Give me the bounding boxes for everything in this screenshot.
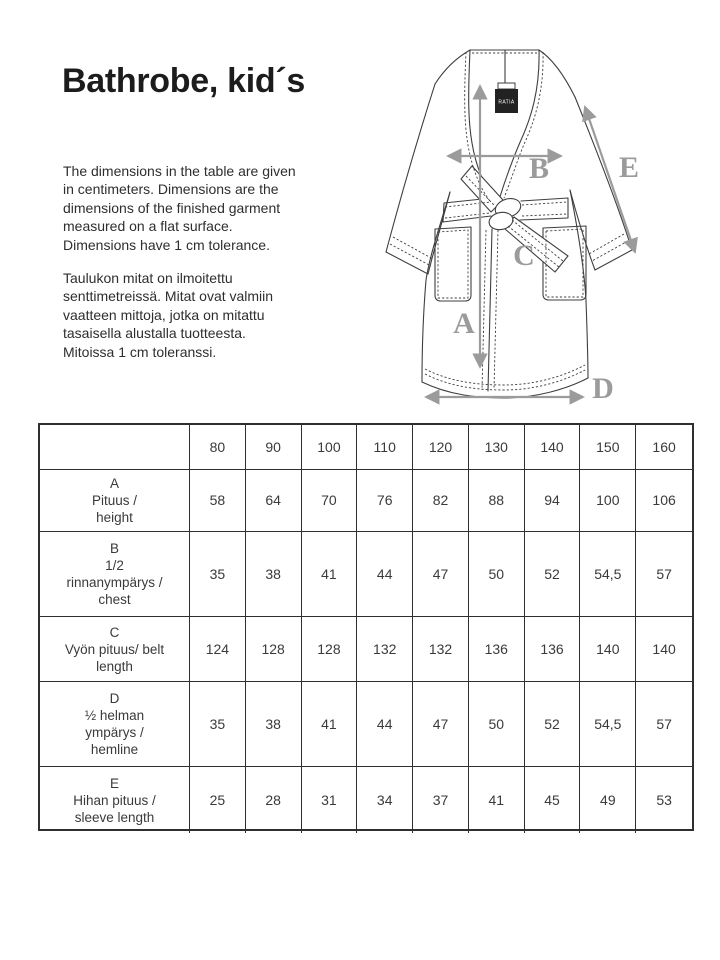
size-value-cell: 128 — [302, 617, 358, 682]
size-value-cell: 136 — [469, 617, 525, 682]
size-value-cell: 100 — [580, 470, 636, 532]
size-value-cell: 25 — [190, 767, 246, 833]
size-value-cell: 64 — [246, 470, 302, 532]
size-value-cell: 41 — [302, 532, 358, 617]
row-label-line: hemline — [90, 742, 139, 757]
size-value-cell: 38 — [246, 532, 302, 617]
size-value-cell: 136 — [525, 617, 581, 682]
size-value-cell: 57 — [636, 682, 692, 767]
text-line: Dimensions have 1 cm tolerance. — [63, 236, 270, 253]
row-label-cell — [40, 617, 190, 682]
size-value-cell: 53 — [656, 791, 672, 808]
brand-tag-label: RATIA — [498, 99, 515, 106]
size-column-header: 150 — [580, 425, 636, 470]
size-column-header: 140 — [525, 425, 581, 470]
size-value-cell: 124 — [190, 617, 246, 682]
intro-paragraph-fi — [63, 269, 273, 361]
size-value-cell: 106 — [636, 470, 692, 532]
dimension-label-e: E — [618, 151, 640, 184]
size-value-cell: 50 — [469, 532, 525, 617]
size-value-cell: 52 — [525, 532, 581, 617]
row-label-line: B — [109, 541, 119, 556]
size-value-cell: 57 — [636, 532, 692, 617]
row-label-line: D — [109, 691, 120, 706]
dimension-label-c: C — [513, 239, 535, 272]
size-value-cell: 35 — [190, 532, 246, 617]
row-label-line: E — [109, 775, 119, 791]
size-column-header: 120 — [413, 425, 469, 470]
dimension-label-a: A — [453, 307, 475, 340]
size-value-cell: 132 — [357, 617, 413, 682]
size-column-header: 90 — [246, 425, 302, 470]
size-value-cell: 54,5 — [580, 682, 636, 767]
size-value-cell: 44 — [357, 682, 413, 767]
size-value-cell: 140 — [580, 617, 636, 682]
row-label-line: chest — [98, 592, 131, 607]
row-label-line: A — [109, 476, 119, 491]
text-line: vaatteen mittoja, jotka on mitattu — [63, 306, 265, 323]
text-line: measured on a flat surface. — [63, 218, 233, 235]
size-column-header: 80 — [190, 425, 246, 470]
text-line: tasaisella alustalla tuotteesta. — [63, 325, 246, 342]
row-label-line: length — [96, 658, 133, 674]
size-column-header: 130 — [469, 425, 525, 470]
intro-paragraph-en — [63, 162, 296, 254]
size-value-cell: 47 — [413, 532, 469, 617]
size-table — [38, 423, 694, 831]
size-column-header: 160 — [636, 425, 692, 470]
page-title: Bathrobe, kid´s — [62, 62, 305, 100]
text-line: Mitoissa 1 cm toleranssi. — [63, 343, 217, 360]
size-value-cell: 82 — [413, 470, 469, 532]
size-value-cell: 45 — [525, 767, 581, 833]
row-label-line: sleeve length — [74, 809, 155, 825]
size-value-cell: 58 — [190, 470, 246, 532]
row-label-cell — [40, 682, 190, 767]
size-value-cell: 54,5 — [580, 532, 636, 617]
size-value-cell: 41 — [302, 682, 358, 767]
row-label-line: rinnanympärys / — [66, 575, 163, 590]
row-label-line: 1/2 — [105, 558, 124, 573]
size-value-cell: 76 — [357, 470, 413, 532]
row-label-line: height — [96, 510, 133, 525]
row-label-line: Pituus / — [91, 493, 138, 508]
row-label-cell — [40, 767, 190, 833]
text-line: Taulukon mitat on ilmoitettu — [63, 270, 233, 286]
size-column-header: 100 — [302, 425, 358, 470]
size-value-cell: 37 — [413, 767, 469, 833]
dimension-label-d: D — [592, 372, 614, 405]
size-value-cell: 31 — [302, 767, 358, 833]
row-label-line: ympärys / — [85, 725, 144, 740]
size-value-cell: 50 — [469, 682, 525, 767]
text-line: The dimensions in the table are given — [63, 163, 296, 179]
text-line: dimensions of the finished garment — [63, 199, 281, 216]
size-value-cell: 44 — [357, 532, 413, 617]
size-value-cell: 38 — [246, 682, 302, 767]
row-label-cell — [40, 532, 190, 617]
bathrobe-diagram — [373, 40, 718, 415]
text-line: in centimeters. Dimensions are the — [63, 181, 279, 198]
row-label-line: C — [109, 624, 120, 640]
text-line: senttimetreissä. Mitat ovat valmiin — [63, 288, 274, 305]
row-label-line: ½ helman — [84, 708, 145, 723]
size-value-cell: 41 — [469, 767, 525, 833]
size-value-cell: 28 — [246, 767, 302, 833]
size-value-cell: 88 — [469, 470, 525, 532]
size-value-cell: 47 — [413, 682, 469, 767]
size-value-cell: 94 — [525, 470, 581, 532]
row-label-line: Hihan pituus / — [73, 792, 156, 808]
size-column-header: 110 — [357, 425, 413, 470]
dimension-label-b: B — [528, 152, 550, 185]
row-label-line: Vyön pituus/ belt — [64, 641, 165, 657]
size-value-cell: 49 — [580, 767, 636, 833]
brand-tag — [495, 83, 518, 113]
row-label-cell — [40, 470, 190, 532]
size-value-cell: 128 — [246, 617, 302, 682]
size-value-cell: 132 — [413, 617, 469, 682]
size-value-cell: 70 — [302, 470, 358, 532]
table-corner-cell — [40, 425, 190, 470]
size-value-cell: 34 — [357, 767, 413, 833]
size-value-cell: 35 — [190, 682, 246, 767]
size-value-cell: 140 — [636, 617, 692, 682]
size-value-cell: 52 — [525, 682, 581, 767]
